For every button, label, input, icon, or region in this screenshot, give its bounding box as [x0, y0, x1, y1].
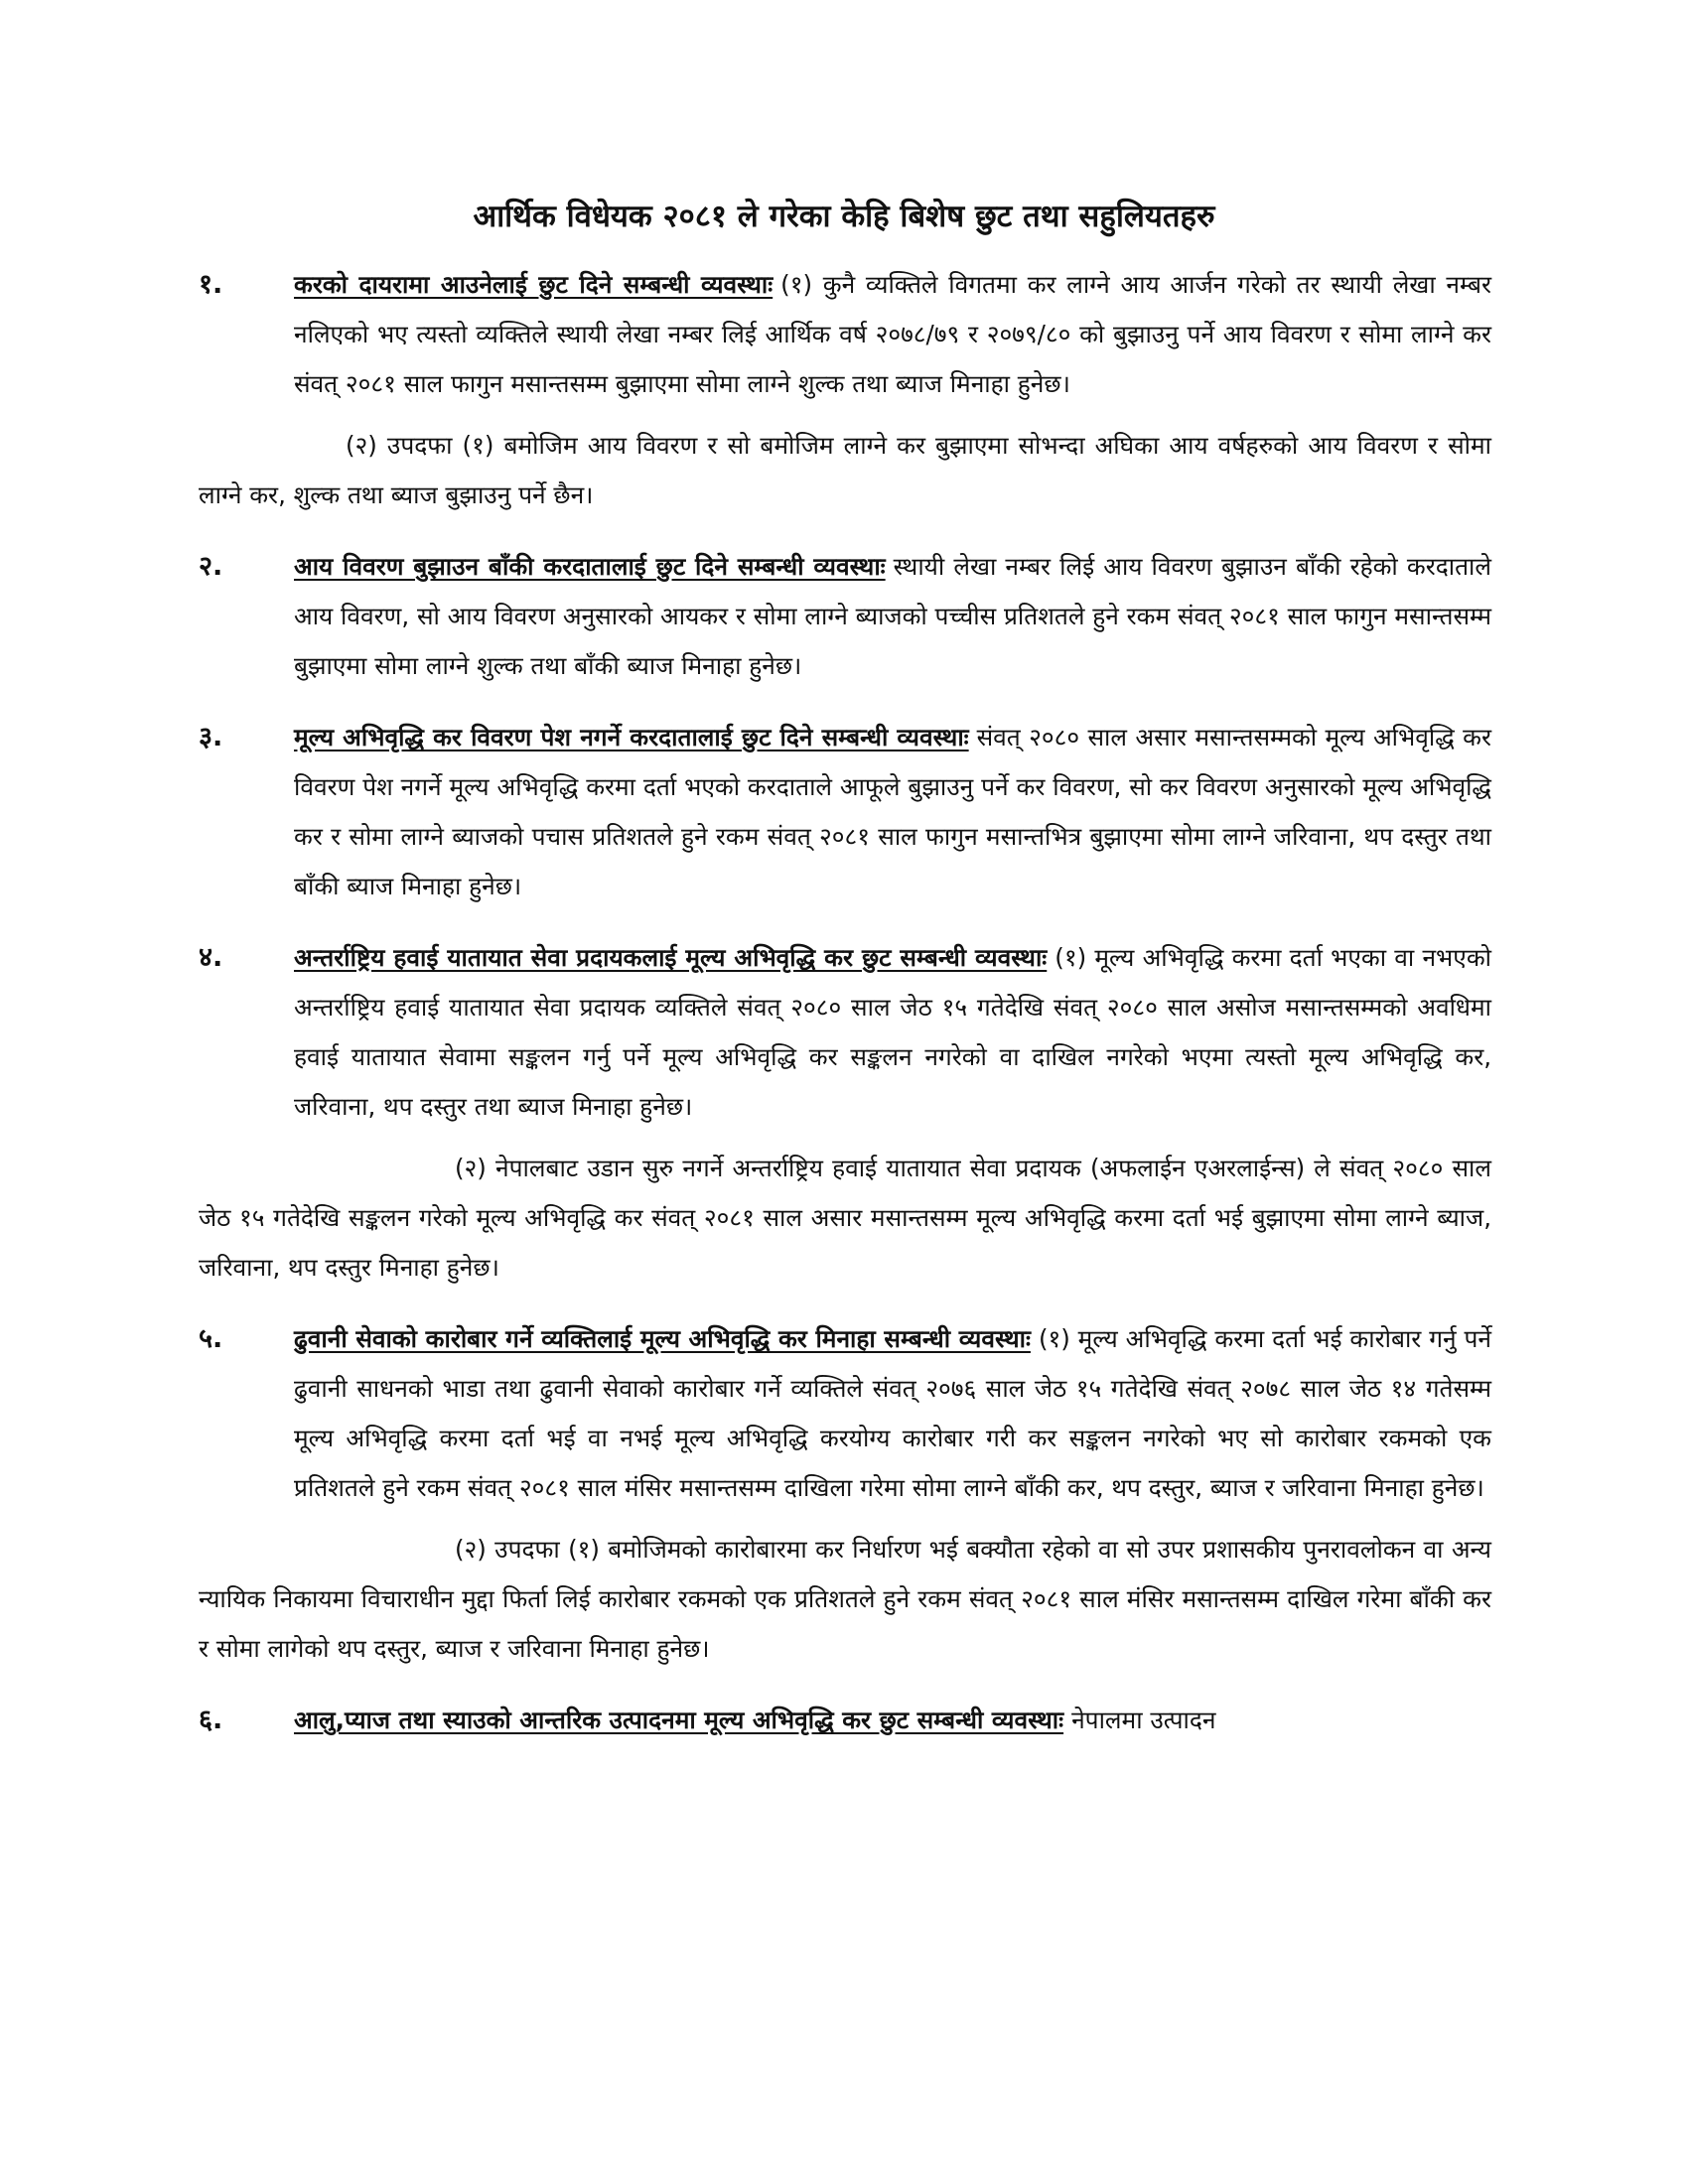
- section-heading: करको दायरामा आउनेलाई छुट दिने सम्बन्धी व्यवस्थाः: [294, 270, 774, 299]
- section-text: नेपालमा उत्पादन: [1071, 1706, 1216, 1734]
- section-heading: मूल्य अभिवृद्धि कर विवरण पेश नगर्ने करदातालाई छुट दिने सम्बन्धी व्यवस्थाः: [294, 723, 969, 751]
- section-heading: अन्तर्राष्ट्रिय हवाई यातायात सेवा प्रदायकलाई मूल्य अभिवृद्धि कर छुट सम्बन्धी व्यवस्थाः: [294, 943, 1048, 972]
- section-text: स्थायी लेखा नम्बर लिई आय विवरण बुझाउन बाँकी रहेको करदाताले आय विवरण, सो आय विवरण अनुसारको आयकर र सोमा लाग्ने ब्याजको पच्चीस प्रतिशतले हुने रकम संवत् २०८१ साल फागुन मसान्तसम्म बुझाएमा सोमा लाग्ने शुल्क तथा बाँकी ब्याज मिनाहा हुनेछ।: [294, 552, 1491, 680]
- section-heading: ढुवानी सेवाको कारोबार गर्ने व्यक्तिलाई मूल्य अभिवृद्धि कर मिनाहा सम्बन्धी व्यवस्थाः: [294, 1324, 1031, 1353]
- section-text: (१) मूल्य अभिवृद्धि करमा दर्ता भई कारोबार गर्नु पर्ने ढुवानी साधनको भाडा तथा ढुवानी सेवाको कारोबार गर्ने व्यक्तिले संवत् २०७६ साल जेठ १५ गतेदेखि संवत् २०७८ साल जेठ १४ गतेसम्म मूल्य अभिवृद्धि करमा दर्ता भई वा नभई मूल्य अभिवृद्धि करयोग्य कारोबार गरी कर सङ्कलन नगरेको भए सो कारोबार रकमको एक प्रतिशतले हुने रकम संवत् २०८१ साल मंसिर मसान्तसम्म दाखिला गरेमा सोमा लाग्ने बाँकी कर, थप दस्तुर, ब्याज र जरिवाना मिनाहा हुनेछ।: [294, 1324, 1491, 1502]
- section-4: [199, 933, 1491, 1293]
- section-number: २.: [199, 551, 223, 582]
- section-6: [199, 1696, 1491, 1745]
- document-title: आर्थिक विधेयक २०८१ ले गरेका केहि बिशेष छुट तथा सहुलियतहरु: [473, 199, 1215, 234]
- section-number: ३.: [199, 722, 223, 752]
- section-text: संवत् २०८० साल असार मसान्तसम्मको मूल्य अभिवृद्धि कर विवरण पेश नगर्ने मूल्य अभिवृद्धि करमा दर्ता भएको करदाताले आफूले बुझाउनु पर्ने कर विवरण, सो कर विवरण अनुसारको मूल्य अभिवृद्धि कर र सोमा लाग्ने ब्याजको पचास प्रतिशतले हुने रकम संवत् २०८१ साल फागुन मसान्तभित्र बुझाएमा सोमा लाग्ने जरिवाना, थप दस्तुर तथा बाँकी ब्याज मिनाहा हुनेछ।: [294, 723, 1491, 900]
- section-paragraph: [294, 542, 1491, 691]
- section-number: ४.: [199, 942, 223, 973]
- section-5: [199, 1314, 1491, 1674]
- section-paragraph: [294, 933, 1491, 1132]
- section-paragraph: [294, 260, 1491, 409]
- subsection-paragraph: (२) उपदफा (१) बमोजिमको कारोबारमा कर निर्धारण भई बक्यौता रहेको वा सो उपर प्रशासकीय पुनरावलोकन वा अन्य न्यायिक निकायमा विचाराधीन मुद्दा फिर्ता लिई कारोबार रकमको एक प्रतिशतले हुने रकम संवत् २०८१ साल मंसिर मसान्तसम्म दाखिल गरेमा बाँकी कर र सोमा लागेको थप दस्तुर, ब्याज र जरिवाना मिनाहा हुनेछ।: [199, 1535, 1491, 1663]
- section-number: ५.: [199, 1323, 223, 1354]
- section-paragraph: [294, 713, 1491, 911]
- subsection-paragraph: (२) उपदफा (१) बमोजिम आय विवरण र सो बमोजिम लाग्ने कर बुझाएमा सोभन्दा अघिका आय वर्षहरुको आय विवरण र सोमा लाग्ने कर, शुल्क तथा ब्याज बुझाउनु पर्ने छैन।: [199, 431, 1491, 509]
- section-2: [199, 542, 1491, 691]
- section-text: (१) मूल्य अभिवृद्धि करमा दर्ता भएका वा नभएको अन्तर्राष्ट्रिय हवाई यातायात सेवा प्रदायक व्यक्तिले संवत् २०८० साल जेठ १५ गतेदेखि संवत् २०८० साल असोज मसान्तसम्मको अवधिमा हवाई यातायात सेवामा सङ्कलन गर्नु पर्ने मूल्य अभिवृद्धि कर सङ्कलन नगरेको वा दाखिल नगरेको भएमा त्यस्तो मूल्य अभिवृद्धि कर, जरिवाना, थप दस्तुर तथा ब्याज मिनाहा हुनेछ।: [294, 943, 1491, 1121]
- section-paragraph: [294, 1314, 1491, 1513]
- section-number: ६.: [199, 1705, 223, 1735]
- section-heading: आलु,प्याज तथा स्याउको आन्तरिक उत्पादनमा मूल्य अभिवृद्धि कर छुट सम्बन्धी व्यवस्थाः: [294, 1706, 1064, 1734]
- section-number: १.: [199, 269, 223, 300]
- section-3: [199, 713, 1491, 911]
- section-text: (१) कुनै व्यक्तिले विगतमा कर लाग्ने आय आर्जन गरेको तर स्थायी लेखा नम्बर नलिएको भए त्यस्तो व्यक्तिले स्थायी लेखा नम्बर लिई आर्थिक वर्ष २०७८/७९ र २०७९/८० को बुझाउनु पर्ने आय विवरण र सोमा लाग्ने कर संवत् २०८१ साल फागुन मसान्तसम्म बुझाएमा सोमा लाग्ने शुल्क तथा ब्याज मिनाहा हुनेछ।: [294, 270, 1491, 398]
- section-paragraph: [294, 1696, 1491, 1745]
- sections-list: [199, 260, 1491, 1767]
- section-1: [199, 260, 1491, 520]
- section-heading: आय विवरण बुझाउन बाँकी करदातालाई छुट दिने सम्बन्धी व्यवस्थाः: [294, 552, 886, 581]
- subsection-paragraph: (२) नेपालबाट उडान सुरु नगर्ने अन्तर्राष्ट्रिय हवाई यातायात सेवा प्रदायक (अफलाईन एअरलाईन्स) ले संवत् २०८० साल जेठ १५ गतेदेखि सङ्कलन गरेको मूल्य अभिवृद्धि कर संवत् २०८१ साल असार मसान्तसम्म मूल्य अभिवृद्धि करमा दर्ता भई बुझाएमा सोमा लाग्ने ब्याज, जरिवाना, थप दस्तुर मिनाहा हुनेछ।: [199, 1154, 1491, 1282]
